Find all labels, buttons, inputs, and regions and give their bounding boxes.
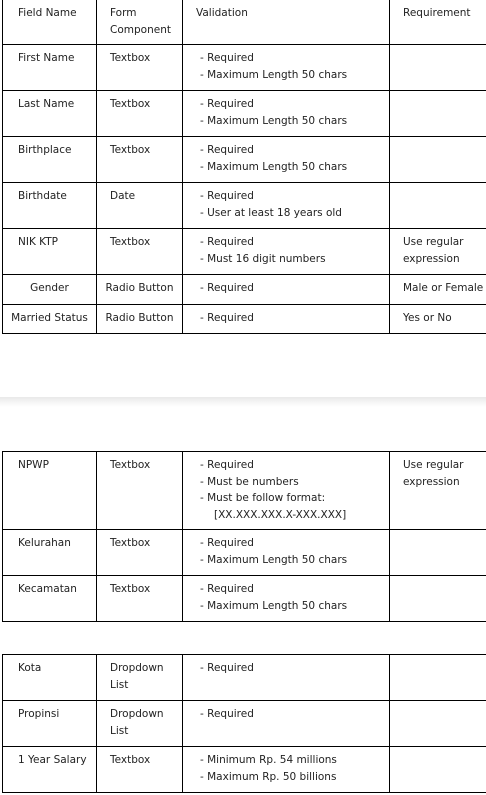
form-component-cell: Dropdown List — [97, 701, 183, 747]
validation-rule: - Required — [200, 662, 254, 674]
requirement-cell: Yes or No — [390, 305, 486, 334]
table-row — [3, 275, 486, 305]
header-row — [3, 0, 486, 45]
validation-rule: - Maximum Length 50 chars — [200, 114, 348, 127]
requirement-cell — [390, 45, 486, 91]
field-name-cell: Married Status — [3, 305, 97, 334]
validation-rule: - Must be numbers — [200, 475, 299, 488]
form-component-cell: Textbox — [97, 452, 183, 530]
header-field-name: Field Name — [3, 0, 97, 45]
requirement-cell: Use regular expression — [390, 229, 486, 275]
form-component-cell: Radio Button — [97, 275, 183, 305]
table-row — [3, 305, 486, 334]
header-requirement: Requirement — [390, 0, 486, 45]
table-row — [3, 91, 486, 137]
validation-rule: - Required — [200, 236, 254, 248]
validation-rule: - Maximum Rp. 50 billions — [200, 770, 337, 783]
validation-rule: - User at least 18 years old — [200, 206, 342, 219]
spec-table-personal — [2, 0, 486, 334]
field-name-cell: Birthdate — [3, 183, 97, 229]
validation-cell — [183, 305, 390, 334]
table-row — [3, 45, 486, 91]
form-component-cell: Textbox — [97, 91, 183, 137]
validation-cell — [183, 137, 390, 183]
requirement-cell — [390, 183, 486, 229]
field-name-cell: Propinsi — [3, 701, 97, 747]
requirement-cell — [390, 701, 486, 747]
spec-table-personal-body — [3, 0, 486, 334]
requirement-cell — [390, 576, 486, 622]
validation-rule: [XX.XXX.XXX.X-XXX.XXX] — [214, 508, 347, 521]
spec-table-tax-address-body — [3, 452, 486, 622]
validation-cell — [183, 452, 390, 530]
validation-rule: - Required — [200, 537, 254, 549]
field-name-cell: NIK KTP — [3, 229, 97, 275]
validation-rule: - Maximum Length 50 chars — [200, 553, 348, 566]
table-row — [3, 747, 486, 793]
field-name-cell: 1 Year Salary — [3, 747, 97, 793]
form-component-cell: Radio Button — [97, 305, 183, 334]
form-component-cell: Textbox — [97, 229, 183, 275]
requirement-cell — [390, 747, 486, 793]
spec-table-tax-address — [2, 451, 486, 622]
validation-rule: - Required — [200, 144, 254, 156]
field-name-cell: Kelurahan — [3, 530, 97, 576]
validation-cell — [183, 576, 390, 622]
table-row — [3, 183, 486, 229]
form-component-cell: Textbox — [97, 45, 183, 91]
validation-cell — [183, 701, 390, 747]
form-component-cell: Textbox — [97, 576, 183, 622]
validation-rule: - Required — [200, 98, 254, 110]
validation-cell — [183, 275, 390, 305]
validation-cell — [183, 91, 390, 137]
table-row — [3, 655, 486, 701]
form-component-cell: Textbox — [97, 137, 183, 183]
requirement-cell — [390, 530, 486, 576]
field-name-cell: Birthplace — [3, 137, 97, 183]
validation-rule: - Must be follow format: — [200, 492, 326, 504]
requirement-cell — [390, 91, 486, 137]
field-name-cell: First Name — [3, 45, 97, 91]
form-component-cell: Textbox — [97, 747, 183, 793]
field-name-cell: Kecamatan — [3, 576, 97, 622]
table-row — [3, 229, 486, 275]
form-component-cell: Textbox — [97, 530, 183, 576]
validation-rule: - Required — [200, 282, 254, 294]
spec-table-region-salary — [2, 654, 486, 793]
field-name-cell: Kota — [3, 655, 97, 701]
requirement-cell: Male or Female — [390, 275, 486, 305]
field-name-cell: Gender — [3, 275, 97, 305]
validation-rule: - Required — [200, 583, 254, 595]
validation-rule: - Required — [200, 312, 254, 324]
field-name-cell: Last Name — [3, 91, 97, 137]
validation-rule: - Maximum Length 50 chars — [200, 599, 348, 612]
form-component-cell: Dropdown List — [97, 655, 183, 701]
validation-cell — [183, 183, 390, 229]
validation-rule: - Minimum Rp. 54 millions — [200, 754, 337, 766]
validation-rule: - Required — [200, 459, 254, 471]
page-break-divider — [0, 397, 486, 407]
field-name-cell: NPWP — [3, 452, 97, 530]
validation-cell — [183, 45, 390, 91]
validation-cell — [183, 530, 390, 576]
validation-rule: - Required — [200, 52, 254, 64]
validation-rule: - Required — [200, 708, 254, 720]
header-validation: Validation — [183, 0, 390, 45]
table-row — [3, 137, 486, 183]
table-row — [3, 452, 486, 530]
requirement-cell — [390, 655, 486, 701]
validation-cell — [183, 655, 390, 701]
requirement-cell — [390, 137, 486, 183]
validation-cell — [183, 747, 390, 793]
table-row — [3, 530, 486, 576]
header-form-component: Form Component — [97, 0, 183, 45]
validation-rule: - Maximum Length 50 chars — [200, 68, 348, 81]
validation-cell — [183, 229, 390, 275]
requirement-cell: Use regular expression — [390, 452, 486, 530]
validation-rule: - Maximum Length 50 chars — [200, 160, 348, 173]
validation-rule: - Required — [200, 190, 254, 202]
spec-table-region-salary-body — [3, 655, 486, 793]
validation-rule: - Must 16 digit numbers — [200, 252, 326, 265]
form-component-cell: Date — [97, 183, 183, 229]
table-row — [3, 701, 486, 747]
table-row — [3, 576, 486, 622]
